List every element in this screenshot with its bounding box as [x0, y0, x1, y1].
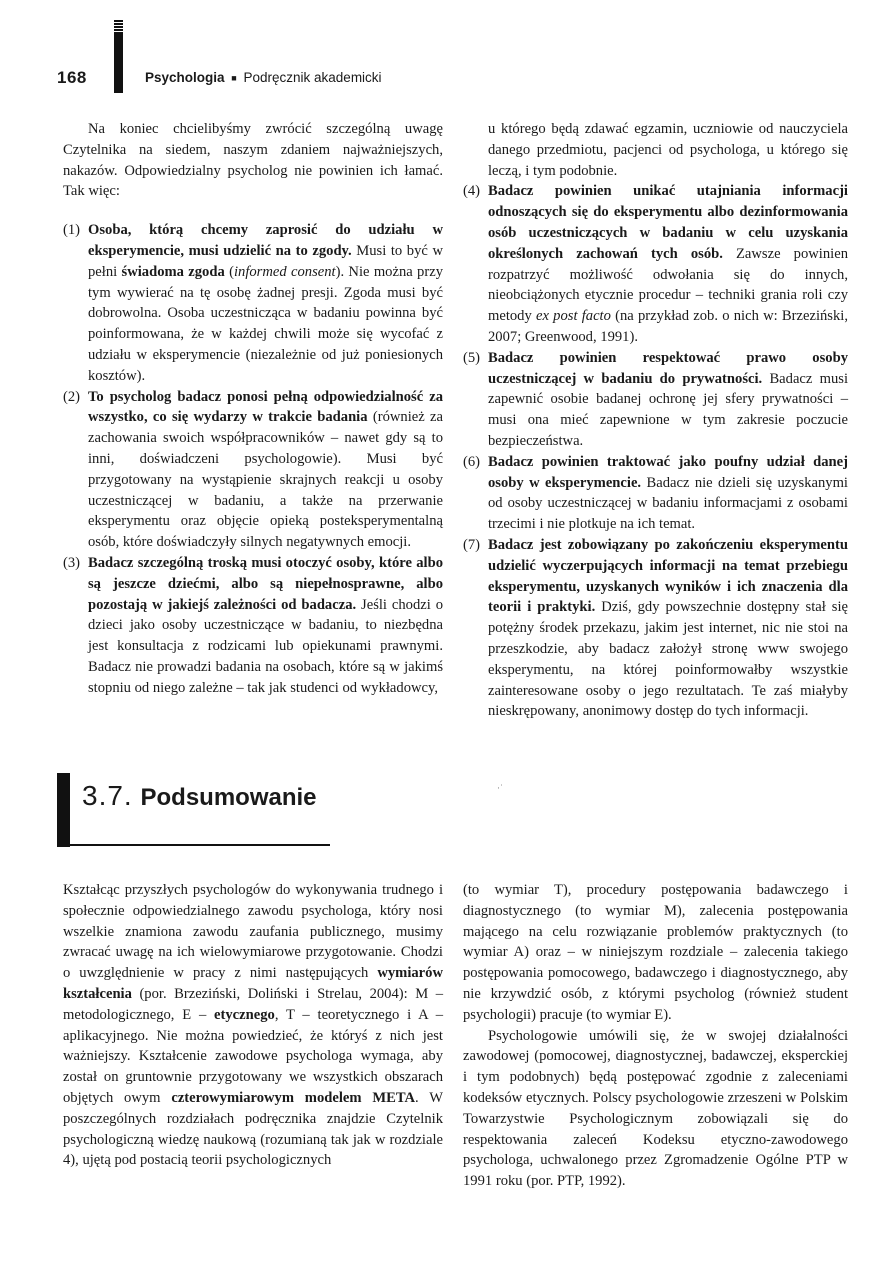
rule-text: Zawsze powinien rozpatrzyć możliwość odwołania się do innych, nieobciążonych etycznie procedur – techniki grania roli czy metody [488, 245, 848, 325]
summary-paragraph-2: Psychologowie umówili się, że w swojej działalności zawodowej (pomocowej, diagnostycznej, badawczej, eksperckiej i tym podobnych) będą postępować zgodnie z zaleceniami kodeksów etycznych. Polscy psychologowie zrzeszeni w Polskim Towarzystwie Psychologicznym zobowiązali się do respektowania zaleceń Kodeksu etyczno-zawodowego psychologa, uchwalonego przez Zgromadzenie Ogólne PTP w 1991 roku (por. PTP, 1992). [463, 1027, 848, 1190]
summary-emphasis: wymiarów kształcenia [63, 965, 443, 1002]
rule-text: Musi to być w pełni [88, 242, 444, 280]
rule-item [463, 181, 848, 347]
rule-number: (4) [463, 183, 481, 200]
rule-heading: Badacz powinien unikać utajniania informacji odnoszących się do eksperymentu albo dezinformowania osób uczestniczących w badaniu w celu uzyskania określonych zachowań tych osób. [488, 183, 848, 262]
summary-continuation: (to wymiar T), procedury postępowania badawczego i diagnostycznego (to wymiar M), zalecenia postępowania mającego na celu rozwiązanie problemów praktycznych (to wymiar A) oraz – w niniejszym rozdziale – zalecenia takiego postępowania pomocowego, badawczego i diagnostycznego, aby nie krzywdzić osób, z którymi psycholog (również student psychologii) pracuje (to wymiar E). [463, 882, 848, 1023]
rule-emphasis: świadoma zgoda [121, 263, 225, 280]
rule-text: (na przykład zob. o nich w: Brzeziński, 2007; Greenwood, 1991). [488, 308, 848, 345]
rule-text: (również za zachowania swoich współpracowników – nawet gdy są to inni, doświadczeni psychologowie). Musi być przygotowany na wystąpienie skrajnych reakcji u osoby uczestniczącej w badaniu, a także na przerwanie eksperymentu oraz objęcie opieką posteksperymentalną osób, które doświadczyły silnych negatywnych emocji. [88, 409, 443, 551]
summary-emphasis: czterowymiarowym modelem META [171, 1089, 416, 1106]
rule-number: (5) [463, 349, 481, 366]
page-number: 168 [57, 68, 87, 87]
rule-term: informed consent [233, 263, 336, 280]
summary-text: . W poszczególnych rozdziałach podręcznika znajdzie Czytelnik psychologiczną wiedzę naukową (rozumianą tak jak w rozdziale 4), ujętą pod postacią teorii psychologicznych [63, 1089, 443, 1169]
section-title: Podsumowanie [140, 784, 317, 811]
header-bar [114, 32, 123, 93]
summary-emphasis: etycznego [214, 1006, 275, 1023]
rule-heading: To psycholog badacz ponosi pełną odpowiedzialność za wszystko, co się wydarzy w trakcie badania [88, 388, 443, 426]
rules-list-left [63, 220, 443, 698]
summary-text: , T – teoretycznego i A – aplikacyjnego. Nie można powiedzieć, że któryś z nich jest ważniejszy. Kształcenie zawodowe psychologa wymaga, aby został on gruntownie przygotowany we wszystkich obszarach objętych owym [63, 1006, 443, 1106]
rule-text: Badacz musi zapewnić osobie badanej ochronę jej sfery prywatności – musi ona mieć zapewnione w tym zakresie poczucie bezpieczeństwa. [488, 370, 848, 449]
rule-text: Dziś, gdy powszechnie dostępny stał się potężny środek przekazu, jakim jest internet, nic nie stoi na przeszkodzie, aby badacz założył stronę www swojego eksperymentu, na której poinformowałby wszystkie zainteresowane osoby o jego rezultatach. Te zaś miałyby nieskrępowany, anonimowy dostęp do tych informacji. [488, 599, 848, 720]
rule-heading: Badacz powinien traktować jako poufny udział danej osoby w eksperymencie. [488, 453, 848, 491]
rule-number: (6) [463, 453, 481, 470]
scan-speck: ·˙ [497, 783, 503, 793]
section-rule [57, 844, 330, 846]
rule-number: (3) [63, 554, 81, 571]
left-column-bottom [63, 880, 443, 1171]
rule-number: (1) [63, 222, 81, 239]
rule-text: ). Nie można przy tym wywierać na tę osobę żadnej presji. Zgoda musi być dobrowolna. Osoba uczestnicząca w badaniu powinna być poinformowana, że w każdej chwili może się wycofać z udziału w eksperymencie (niezależnie od już poniesionych kosztów). [88, 263, 443, 384]
rule-heading: Badacz powinien respektować prawo osoby uczestniczącej w badaniu do prywatności. [488, 349, 848, 387]
separator-icon: ■ [231, 73, 237, 83]
rule-item [463, 348, 848, 452]
rule-item [63, 553, 443, 699]
rule-item [63, 387, 443, 553]
section-heading [82, 780, 317, 812]
rule-item [463, 535, 848, 722]
rule-heading: Badacz szczególną troską musi otoczyć osoby, które albo są jeszcze dziećmi, albo są niepełnosprawne, albo pozostają w jakiejś zależności od badacza. [88, 554, 443, 613]
right-column-bottom [463, 880, 848, 1192]
rule-term: ex post facto [536, 308, 611, 325]
rule-text: ( [224, 263, 234, 280]
rule-number: (7) [463, 536, 481, 553]
summary-text: (por. Brzeziński, Doliński i Strelau, 2004): M – metodologicznego, E – [63, 985, 443, 1023]
summary-text: Kształcąc przyszłych psychologów do wykonywania trudnego i społecznie odpowiedzialnego zawodu psychologa, który nosi wszelkie znamiona zawodu zaufania publicznego, musimy zwracać uwagę na ich wielowymiarowe przygotowanie. Chodzi o uwzględnienie w pracy z nimi następujących [63, 882, 443, 982]
section-number: 3.7. [82, 780, 133, 811]
rule-item [463, 452, 848, 535]
running-head [145, 70, 382, 85]
section-bar [57, 773, 70, 847]
rule-item [63, 220, 443, 386]
rule-text: Jeśli chodzi o dzieci jako osoby uczestniczące w badaniu, to niezbędna jest konsultacja z rodzicami lub opiekunami prawnymi. Badacz nie prowadzi badania na osobach, które są w jakimś stopniu od niego zależne – tak jak studenci od wykładowcy, [88, 596, 443, 696]
rule-number: (2) [63, 388, 81, 405]
rule-continuation: u którego będą zdawać egzamin, uczniowie od nauczyciela danego przedmiotu, pacjenci od psychologa, u którego się leczą, i tym podobnie. [488, 121, 848, 179]
book-subtitle: Podręcznik akademicki [243, 70, 382, 85]
rule-heading: Osoba, którą chcemy zaprosić do udziału w eksperymencie, musi udzielić na to zgody. [88, 222, 443, 259]
intro-paragraph: Na koniec chcielibyśmy zwrócić szczególną uwagę Czytelnika na siedem, naszym zdaniem najważniejszych, nakazów. Odpowiedzialny psycholog nie powinien ich łamać. Tak więc: [63, 121, 443, 200]
right-column-top [463, 119, 848, 722]
rule-text: Badacz nie dzieli się uzyskanymi od osoby uczestniczącej w badaniu informacjami z osobami trzecimi i nie plotkuje na ich temat. [488, 474, 848, 533]
left-column-top [63, 119, 443, 699]
book-title: Psychologia [145, 70, 225, 85]
rule-heading: Badacz jest zobowiązany po zakończeniu eksperymentu udzielić wyczerpujących informacji na temat przebiegu eksperymentu, uzyskanych wyników i ich znaczenia dla teorii i praktyki. [488, 536, 848, 616]
rules-list-right [463, 181, 848, 722]
summary-paragraph [63, 880, 443, 1171]
